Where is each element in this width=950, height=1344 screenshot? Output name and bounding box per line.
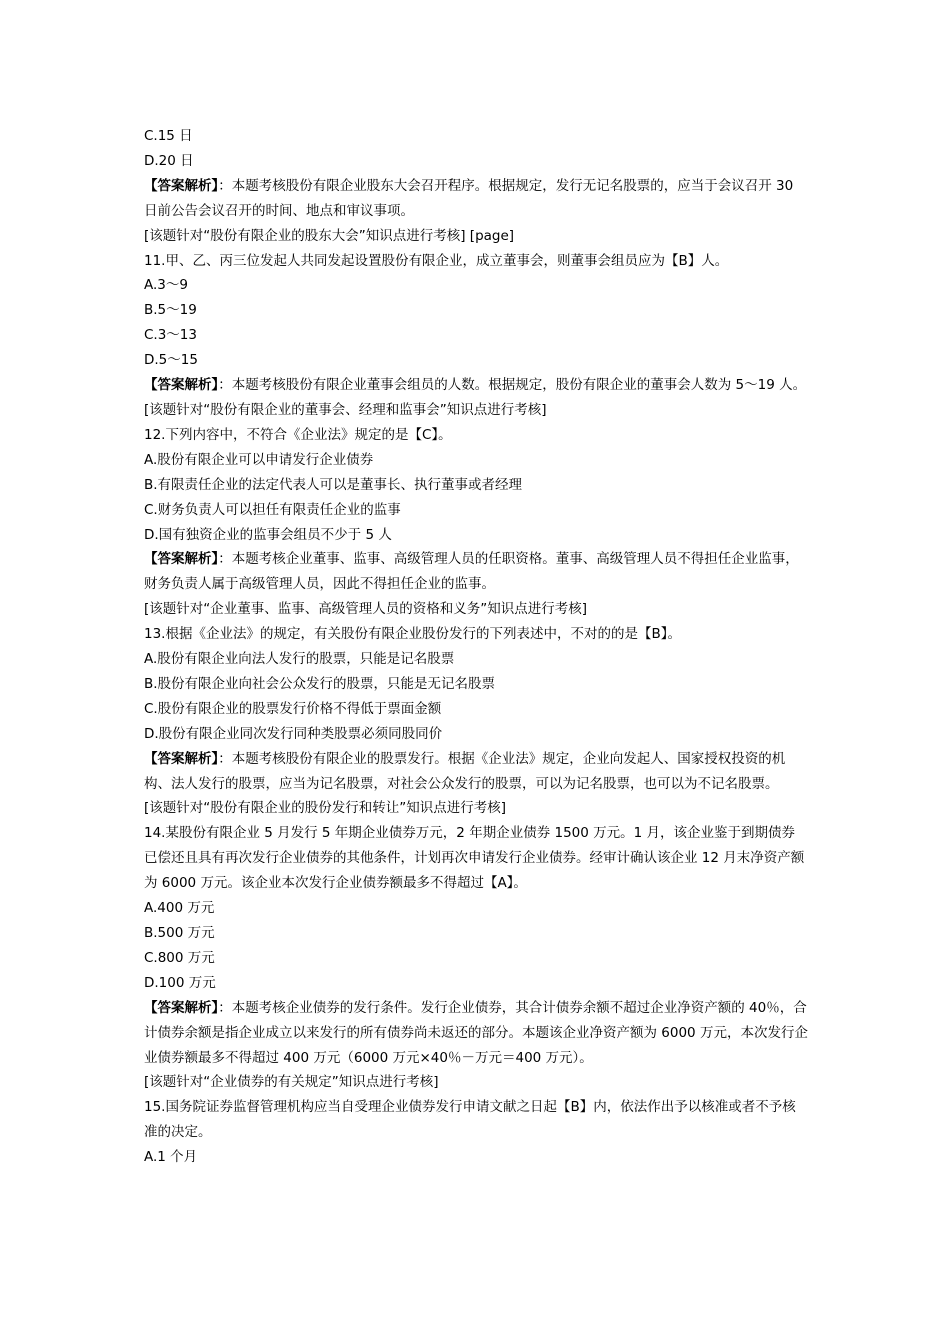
option-line (144, 523, 808, 548)
option-text: B.500 万元 (144, 925, 215, 941)
question-line (144, 423, 808, 448)
analysis-label: 【答案解析】 (144, 177, 219, 194)
option-line (144, 697, 808, 722)
analysis-label: 【答案解析】 (144, 377, 219, 394)
question-text: 12.下列内容中，不符合《企业法》规定的是【C】。 (144, 426, 452, 443)
analysis-line (144, 747, 808, 797)
option-line (144, 672, 808, 697)
option-text: C.3～13 (144, 327, 197, 344)
option-line (144, 647, 808, 672)
question-text: 14.某股份有限企业 5 月发行 5 年期企业债券万元，2 年期企业债券 1500 万元。1 月，该企业鉴于到期债券已偿还且具有再次发行企业债券的其他条件，计划再次申请发行企业债券。经审计确认该企业 12 月末净资产额为 6000 万元。该企业本次发行企业债券额最多不得超过【A】。 (144, 825, 805, 892)
analysis-line (144, 174, 808, 224)
note-line (144, 224, 808, 249)
option-line (144, 498, 808, 523)
option-line (144, 971, 808, 996)
note-line (144, 398, 808, 423)
question-line (144, 622, 808, 647)
option-line (144, 896, 808, 921)
question-text: 11.甲、乙、丙三位发起人共同发起设置股份有限企业，成立董事会，则董事会组员应为【B】人。 (144, 252, 729, 269)
option-text: C.股份有限企业的股票发行价格不得低于票面金额 (144, 700, 442, 717)
option-text: D.20 日 (144, 152, 194, 169)
option-text: B.有限责任企业的法定代表人可以是董事长、执行董事或者经理 (144, 476, 523, 493)
option-text: C.15 日 (144, 128, 193, 144)
document-body (144, 124, 808, 1170)
option-text: C.800 万元 (144, 949, 215, 966)
note-text: [该题针对“企业董事、监事、高级管理人员的资格和义务”知识点进行考核] (144, 601, 588, 618)
option-text: D.股份有限企业同次发行同种类股票必须同股同价 (144, 725, 443, 742)
option-line (144, 323, 808, 348)
analysis-text: ：本题考核股份有限企业的股票发行。根据《企业法》规定，企业向发起人、国家授权投资的机构、法人发行的股票，应当为记名股票，对社会公众发行的股票，可以为记名股票，也可以为不记名股票。 (144, 750, 786, 792)
analysis-text: ：本题考核股份有限企业股东大会召开程序。根据规定，发行无记名股票的，应当于会议召开 30 日前公告会议召开的时间、地点和审议事项。 (144, 177, 794, 219)
option-line (144, 921, 808, 946)
option-line (144, 298, 808, 323)
option-text: A.股份有限企业向法人发行的股票，只能是记名股票 (144, 651, 455, 668)
analysis-label: 【答案解析】 (144, 999, 219, 1016)
option-line (144, 149, 808, 174)
analysis-text: ：本题考核股份有限企业董事会组员的人数。根据规定，股份有限企业的董事会人数为 5～19 人。 (218, 377, 807, 394)
question-text: 13.根据《企业法》的规定，有关股份有限企业股份发行的下列表述中，不对的的是【B】。 (144, 626, 681, 643)
note-line (144, 1070, 808, 1095)
option-text: A.股份有限企业可以申请发行企业债券 (144, 451, 374, 468)
option-text: C.财务负责人可以担任有限责任企业的监事 (144, 501, 401, 518)
option-line (144, 273, 808, 298)
question-line (144, 249, 808, 274)
question-text: 15.国务院证券监督管理机构应当自受理企业债券发行申请文献之日起【B】内，依法作出予以核准或者不予核准的决定。 (144, 1099, 796, 1141)
note-line (144, 796, 808, 821)
question-line (144, 821, 808, 896)
option-line (144, 722, 808, 747)
analysis-text: ：本题考核企业董事、监事、高级管理人员的任职资格。董事、高级管理人员不得担任企业监事，财务负责人属于高级管理人员，因此不得担任企业的监事。 (144, 551, 799, 593)
analysis-line (144, 996, 808, 1071)
option-text: B.股份有限企业向社会公众发行的股票，只能是无记名股票 (144, 675, 496, 692)
note-text: [该题针对“股份有限企业的股东大会”知识点进行考核] [page] (144, 227, 515, 244)
option-line (144, 473, 808, 498)
analysis-label: 【答案解析】 (144, 551, 219, 568)
note-text: [该题针对“企业债券的有关规定”知识点进行考核] (144, 1074, 439, 1091)
option-text: A.3～9 (144, 277, 188, 294)
note-text: [该题针对“股份有限企业的股份发行和转让”知识点进行考核] (144, 800, 507, 817)
analysis-label: 【答案解析】 (144, 750, 219, 767)
question-line (144, 1095, 808, 1145)
option-line (144, 946, 808, 971)
option-text: D.100 万元 (144, 974, 216, 991)
note-text: [该题针对“股份有限企业的董事会、经理和监事会”知识点进行考核] (144, 401, 547, 418)
note-line (144, 597, 808, 622)
option-line (144, 124, 808, 149)
analysis-text: ：本题考核企业债券的发行条件。发行企业债券，其合计债券余额不超过企业净资产额的 40％，合计债券余额是指企业成立以来发行的所有债券尚未返还的部分。本题该企业净资产额为 6000 万元，本次发行企业债券额最多不得超过 400 万元（6000 万元×40％－万元＝400 万元）。 (144, 999, 808, 1066)
option-text: D.国有独资企业的监事会组员不少于 5 人 (144, 526, 392, 543)
option-text: D.5～15 (144, 352, 198, 369)
option-line (144, 1145, 808, 1170)
analysis-line (144, 373, 808, 398)
option-text: B.5～19 (144, 302, 197, 319)
option-text: A.400 万元 (144, 900, 215, 917)
analysis-line (144, 547, 808, 597)
option-line (144, 348, 808, 373)
option-text: A.1 个月 (144, 1149, 198, 1166)
option-line (144, 448, 808, 473)
